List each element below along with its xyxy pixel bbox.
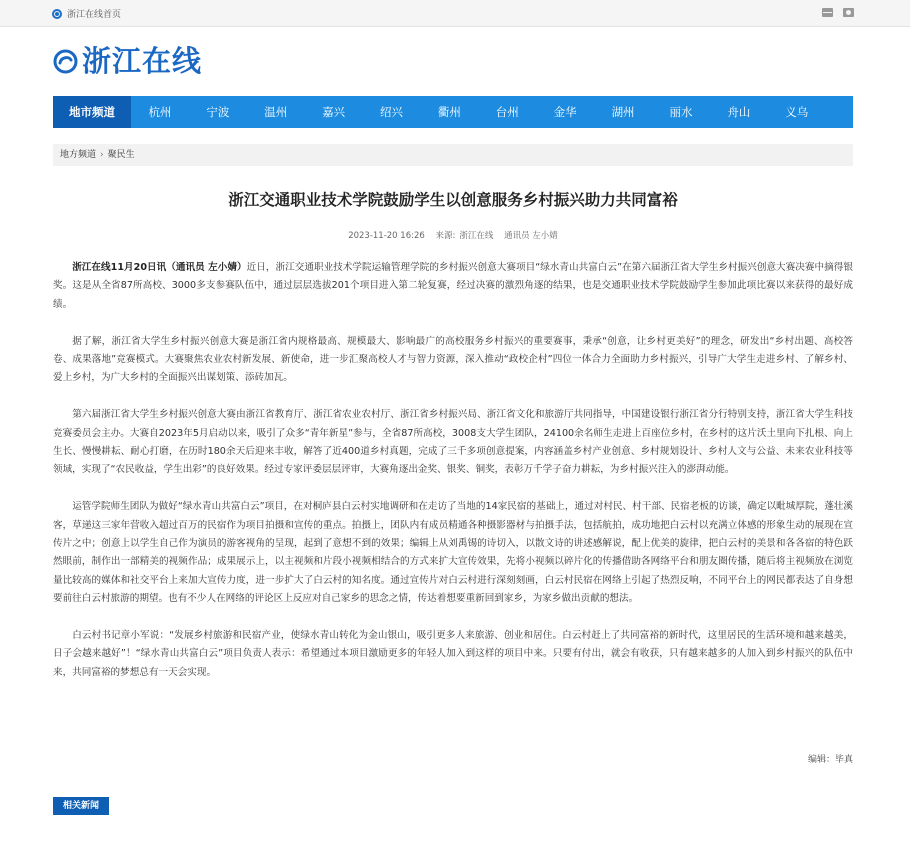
paragraph-text: 近日，浙江交通职业技术学院运输管理学院的乡村振兴创意大赛项目“绿水青山共富白云”在第六届浙江省大学生乡村振兴创意大赛决赛中摘得银奖。这是从全省87所高校、3000多支参赛队伍中，通过层层选拔201个项目进入第二轮复赛，经过决赛的激烈角逐的结果，也是交通职业技术学院鼓励学生参加此项比赛以来获得的最好成绩。 [53,262,853,310]
article-paragraph [53,259,853,314]
source-label: 来源: [435,231,456,241]
brand-name: 浙江在线 [82,44,203,78]
home-link-label: 浙江在线首页 [67,10,122,20]
breadcrumb [53,144,853,166]
breadcrumb-item[interactable]: 聚民生 [107,150,135,160]
home-link[interactable] [52,7,121,20]
article-date: 2023-11-20 16:26 [348,231,425,241]
article-meta [53,229,853,241]
nav-item[interactable]: 舟山 [727,105,751,119]
top-bar-icons [822,8,854,17]
site-logo-icon [52,9,62,19]
camera-icon[interactable] [843,8,854,17]
city-nav [53,96,853,128]
nav-item[interactable]: 义乌 [785,105,809,119]
top-bar [0,0,910,27]
nav-item[interactable]: 嘉兴 [322,105,346,119]
article-editor: 编辑：毕真 [807,755,853,765]
nav-item[interactable]: 杭州 [148,105,172,119]
related-news-tab[interactable]: 相关新闻 [53,797,109,815]
article-lead: 浙江在线11月20日讯（通讯员 左小婧） [72,262,247,273]
mail-icon[interactable] [822,8,833,17]
article-paragraph: 第六届浙江省大学生乡村振兴创意大赛由浙江省教育厅、浙江省农业农村厅、浙江省乡村振兴局、浙江省文化和旅游厅共同指导，中国建设银行浙江省分行特别支持，浙江省大学生科技竞赛委员会主办。大赛自2023年5月启动以来，吸引了众多“青年新星”参与，全省87所高校，3008支大学生团队，24100余名师生走进上百座位乡村，在乡村的这片沃土里向下扎根、向上生长、慢慢耕耘、耐心打磨，在历时180余天后迎来丰收，解答了近400道乡村真题，完成了三千多项创意提案，内容涵盖乡村产业创意、乡村规划设计、乡村人文与公益、未来农业科技等领域，实现了“农民收益，学生出彩”的良好效果。经过专家评委层层评审，大赛角逐出金奖、银奖、铜奖，表彰万千学子奋力耕耘，为乡村振兴注入的澎湃动能。 [53,409,853,476]
nav-item[interactable]: 台州 [495,105,519,119]
nav-item[interactable]: 丽水 [669,105,693,119]
article-author: 通讯员 左小婧 [504,231,558,241]
nav-item[interactable]: 金华 [553,105,577,119]
breadcrumb-item[interactable]: 地方频道 [60,150,97,160]
nav-item[interactable]: 衢州 [437,105,461,119]
site-brand[interactable] [53,44,202,78]
article-source: 浙江在线 [459,231,494,241]
nav-item[interactable]: 温州 [264,105,288,119]
nav-item[interactable]: 绍兴 [380,105,403,119]
article-paragraph: 运管学院师生团队为做好“绿水青山共富白云”项目，在对桐庐县白云村实地调研和在走访了当地的14家民宿的基础上，通过对村民、村干部、民宿老板的访谈，确定以毗城厚院，蓬壮溪客，草递这三家年营收入超过百万的民宿作为项目拍摄和宣传的重点。拍摄上，团队内有成员精通各种摄影器材与拍摄手法，包括航拍，成功地把白云村以充满立体感的形象生动的展现在宣传片之中；创意上以学生自己作为演员的游客视角的呈现，起到了意想不到的效果；编辑上从刘禹锡的诗切入，以散文诗的讲述感解说，配上优美的旋律，把白云村的美景和各各宿的特色跃然眼前，制作出一部精美的视频作品；成果展示上，以主视频和片段小视频相结合的方式来扩大宣传效果，先将小视频以碎片化的传播借助各网络平台和朋友圈传播，随后将主视频放在浏览量比较高的媒体和社交平台上来加大宣传力度，进一步扩大了白云村的知名度。通过宣传片对白云村进行深刻刻画，白云村民宿在网络上引起了热烈反响，不同平台上的网民都表达了自身想要前往白云村旅游的期望。也有不少人在网络的评论区上反应对自己家乡的思念之情，传达着想要重新回到家乡，为家乡做出贡献的想法。 [53,501,853,605]
breadcrumb-separator: › [100,150,104,160]
nav-item[interactable]: 宁波 [206,105,230,119]
article-paragraph: 据了解，浙江省大学生乡村振兴创意大赛是浙江省内规格最高、规模最大、影响最广的高校服务乡村振兴的重要赛事，秉承“创意，让乡村更美好”的理念，研发出“乡村出题、高校答卷、成果落地”竞赛模式。大赛聚焦农业农村新发展、新使命，进一步汇聚高校人才与智力资源，深入推动“政校企村”四位一体合力全面助力乡村振兴，引导广大学生走进乡村、了解乡村、爱上乡村，为广大乡村的全面振兴出谋划策、添砖加瓦。 [53,335,853,384]
article-paragraph: 白云村书记章小军说：“发展乡村旅游和民宿产业，使绿水青山转化为金山银山，吸引更多人来旅游、创业和居住。白云村赶上了共同富裕的新时代，这里居民的生活环境和越来越美，日子会越来越好”！“绿水青山共富白云”项目负责人表示：希望通过本项目激励更多的年轻人加入到这样的项目中来。只要有付出，就会有收获，只有越来越多的人加入到乡村振兴的队伍中来，共同富裕的梦想总有一天会实现。 [53,630,853,678]
brand-logo-icon [53,49,78,74]
article-body [53,259,853,701]
nav-item[interactable]: 地市频道 [53,96,131,128]
article-title: 浙江交通职业技术学院鼓励学生以创意服务乡村振兴助力共同富裕 [228,191,678,209]
nav-item[interactable]: 湖州 [611,105,635,119]
